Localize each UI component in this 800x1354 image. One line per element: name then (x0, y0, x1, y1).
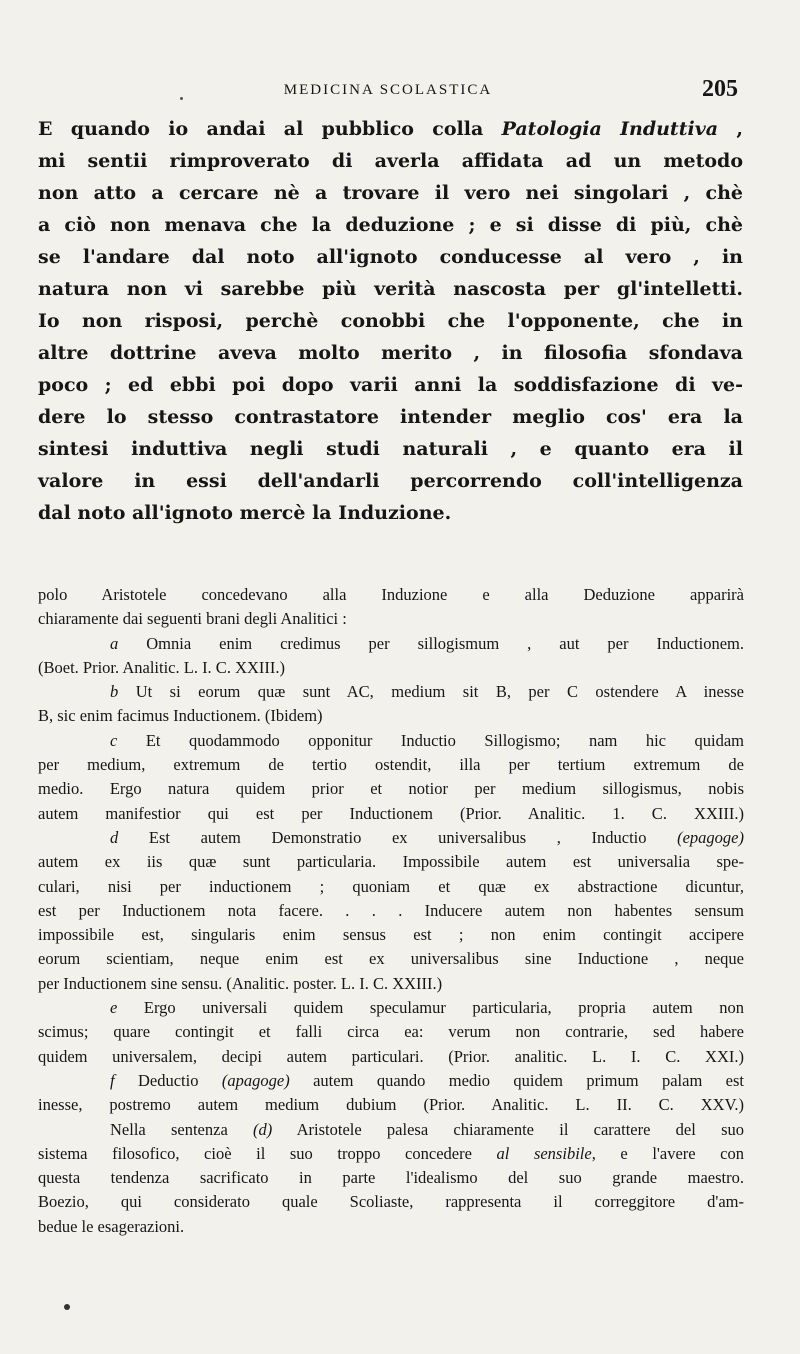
note-f-letter: f (110, 1070, 115, 1090)
closing-line-2 (38, 1142, 744, 1166)
note-c-letter: c (110, 730, 118, 750)
note-d-line-1 (38, 826, 744, 850)
main-line-9: poco ; ed ebbi poi dopo varii anni la soddisfazione di ve- (38, 374, 743, 396)
main-line-11: sintesi induttiva negli studi naturali , e quanto era il (38, 438, 743, 460)
note-c-text: Et quodammodo opponitur Inductio Sillogismo; nam hic quidam (117, 730, 744, 750)
note-intro-line-1: polo Aristotele concedevano alla Induzione e alla Deduzione apparirà (38, 585, 744, 604)
note-intro-line-2: chiaramente dai seguenti brani degli Analitici : (38, 609, 347, 629)
note-f-line-1 (38, 1069, 744, 1093)
note-b-line-2: B, sic enim facimus Inductionem. (Ibidem) (38, 706, 323, 726)
closing-line-4: Boezio, qui considerato quale Scoliaste, rappresenta il correggitore d'am- (38, 1192, 744, 1212)
page-number: 205 (702, 76, 738, 102)
ink-speck-bottom (64, 1304, 70, 1310)
note-a-line-2: (Boet. Prior. Analitic. L. I. C. XXIII.) (38, 657, 286, 677)
main-line-6: natura non vi sarebbe più verità nascosta per gl'intelletti. (38, 278, 743, 300)
note-c-line-4: autem manifestior qui est per Inductionem (Prior. Analitic. 1. C. XXIII.) (38, 803, 744, 823)
note-d-line-2: autem ex iis quæ sunt particularia. Impossibile autem est universalia spe- (38, 852, 744, 872)
main-line-12: valore in essi dell'andarli percorrendo coll'intelligenza (38, 470, 743, 492)
note-d-greek-term: (epagoge) (677, 827, 744, 847)
note-b-letter: b (110, 682, 119, 702)
main-line-1-suffix: , (718, 118, 743, 140)
main-line-2: mi sentii rimproverato di averla affidata ad un metodo (38, 150, 743, 172)
book-title-italic: Patologia Induttiva (501, 118, 719, 140)
note-d-line-3: culari, nisi per inductionem ; quoniam et quæ ex abstractione dicuntur, (38, 876, 744, 896)
closing-line-1-rest: Aristotele palesa chiaramente il carattere del suo (272, 1119, 745, 1139)
note-c-line-2: per medium, extremum de tertio ostendit, illa per tertium extremum de (38, 755, 744, 775)
note-a-line-1 (38, 632, 744, 656)
closing-line-1 (38, 1118, 744, 1142)
note-c-line-3: medio. Ergo natura quidem prior et notior per medium sillogismus, nobis (38, 779, 744, 799)
note-a-letter: a (110, 633, 119, 653)
note-d-line-6: eorum scientiam, neque enim est ex universalibus sine Inductione , neque (38, 949, 744, 969)
note-e-letter: e (110, 998, 118, 1018)
note-f-greek-term: (apagoge) (221, 1070, 290, 1090)
note-c-line-1 (38, 729, 744, 753)
note-f-text: Deductio (114, 1070, 222, 1090)
note-e-line-3: quidem universalem, decipi autem particulari. (Prior. analitic. L. I. C. XXI.) (38, 1046, 744, 1066)
running-title: MEDICINA SCOLASTICA (283, 82, 493, 98)
note-f-text-rest: autem quando medio quidem primum palam est (289, 1070, 745, 1090)
main-line-1 (38, 113, 743, 145)
main-line-3: non atto a cercare nè a trovare il vero nei singolari , chè (38, 182, 743, 204)
main-line-1-prefix: E quando io andai al pubblico colla (38, 118, 502, 140)
main-line-5: se l'andare dal noto all'ignoto conducesse al vero , in (38, 246, 743, 268)
footnotes (38, 583, 744, 1239)
note-d-line-7: per Inductionem sine sensu. (Analitic. poster. L. I. C. XXIII.) (38, 973, 443, 993)
note-e-text: Ergo universali quidem speculamur particularia, propria autem non (117, 998, 744, 1018)
main-line-8: altre dottrine aveva molto merito , in filosofia sfondava (38, 342, 743, 364)
closing-ref-italic: (d) (253, 1119, 273, 1139)
closing-line-3: questa tendenza sacrificato in parte l'idealismo del suo grande maestro. (38, 1168, 744, 1188)
closing-line-2-prefix: sistema filosofico, cioè il suo troppo concedere (38, 1143, 497, 1163)
main-line-4: a ciò non menava che la deduzione ; e si disse di più, chè (38, 214, 743, 236)
note-f-line-2: inesse, postremo autem medium dubium (Prior. Analitic. L. II. C. XXV.) (38, 1095, 744, 1115)
note-e-line-2: scimus; quare contingit et falli circa ea: verum non contrarie, sed habere (38, 1022, 744, 1042)
note-d-letter: d (110, 827, 119, 847)
main-line-10: dere lo stesso contrastatore intender meglio cos' era la (38, 406, 743, 428)
note-a-text: Omnia enim credimus per sillogismum , aut per Inductionem. (118, 633, 744, 653)
closing-emphasis-italic: al sensibile (496, 1143, 592, 1163)
main-paragraph (38, 113, 743, 529)
main-line-13: dal noto all'ignoto mercè la Induzione. (38, 502, 452, 524)
running-head (38, 76, 738, 104)
note-d-line-5: impossibile est, singularis enim sensus est ; non enim contingit accipere (38, 925, 744, 945)
closing-line-1-prefix: Nella sentenza (110, 1119, 254, 1139)
note-d-text: Est autem Demonstratio ex universalibus , Inductio (118, 827, 678, 847)
note-b-text: Ut si eorum quæ sunt AC, medium sit B, per C ostendere A inesse (118, 682, 744, 702)
note-e-line-1 (38, 996, 744, 1020)
closing-line-5: bedue le esagerazioni. (38, 1216, 185, 1236)
note-b-line-1 (38, 680, 744, 704)
note-d-line-4: est per Inductionem nota facere. . . . Inducere autem non habentes sensum (38, 900, 744, 920)
main-line-7: Io non risposi, perchè conobbi che l'opponente, che in (38, 310, 743, 332)
closing-line-2-rest: , e l'avere con (591, 1143, 745, 1163)
